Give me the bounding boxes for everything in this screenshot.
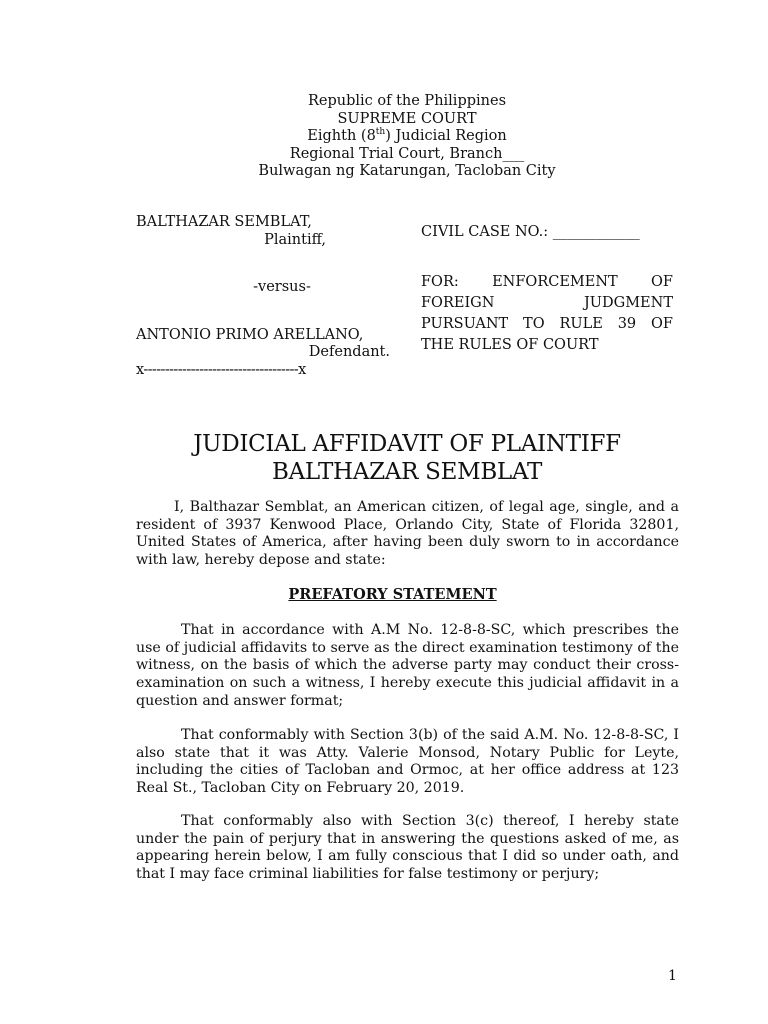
case-nature-word: PURSUANT: [421, 316, 509, 332]
section-heading: PREFATORY STATEMENT: [288, 586, 497, 603]
header-region-pre: Eighth (8: [307, 128, 376, 144]
case-nature-word: ENFORCEMENT: [492, 274, 618, 290]
paragraph-1: That in accordance with A.M No. 12-8-8-SC, which prescribes the use of judicial affidavits to serve as the direct examination testimony of the witness, on the basis of which the adverse party may conduct their cross-examination on such a witness, I hereby execute this judicial affidavit in a question and answer format;: [136, 622, 679, 709]
versus-label: -versus-: [253, 279, 311, 295]
document-title: [0, 430, 768, 486]
civil-case-number: CIVIL CASE NO.: ____________: [421, 224, 640, 240]
plaintiff-name: BALTHAZAR SEMBLAT,: [136, 214, 312, 230]
header-judicial-region: [0, 128, 768, 146]
page-number: 1: [668, 968, 677, 984]
plaintiff-role: Plaintiff,: [264, 231, 326, 248]
header-region-sup: th: [375, 127, 386, 138]
caption-divider: x------------------------------------x: [136, 361, 306, 378]
case-caption-details: [421, 222, 673, 356]
case-nature-line: [421, 314, 673, 335]
case-nature-word: 39: [617, 316, 637, 332]
case-nature-line: [421, 293, 673, 314]
header-location: Bulwagan ng Katarungan, Tacloban City: [258, 163, 556, 179]
paragraph-3: That conformably also with Section 3(c) thereof, I hereby state under the pain of perjury that in answering the questions asked of me, as appearing herein below, I am fully conscious that I did so under oath, and that I may face criminal liabilities for false testimony or perjury;: [136, 813, 679, 883]
case-nature-line: [421, 335, 673, 356]
case-nature-word: OF: [651, 316, 673, 332]
case-nature-word: JUDGMENT: [583, 295, 673, 311]
case-nature: [421, 272, 673, 356]
title-line-2: BALTHAZAR SEMBLAT: [271, 459, 542, 485]
case-nature-word: RULE: [559, 316, 603, 332]
header-supreme-court: SUPREME COURT: [337, 110, 477, 127]
defendant-name: ANTONIO PRIMO ARELLANO,: [136, 326, 364, 343]
title-line-1: JUDICIAL AFFIDAVIT OF PLAINTIFF: [193, 431, 621, 457]
case-nature-word: TO: [523, 316, 545, 332]
header-trial-court: Regional Trial Court, Branch___: [289, 145, 525, 162]
case-nature-word: FOR:: [421, 274, 459, 290]
case-nature-word: THE RULES OF COURT: [421, 337, 599, 353]
case-nature-word: FOREIGN: [421, 295, 495, 311]
case-caption-parties: [136, 214, 398, 379]
case-nature-line: [421, 272, 673, 293]
defendant-role: Defendant.: [308, 344, 390, 360]
paragraph-2: That conformably with Section 3(b) of the said A.M. No. 12-8-8-SC, I also state that it was Atty. Valerie Monsod, Notary Public for Leyte, including the cities of Tacloban and Ormoc, at her office address at 123 Real St., Tacloban City on February 20, 2019.: [136, 727, 679, 797]
court-header: [0, 93, 768, 181]
intro-paragraph: I, Balthazar Semblat, an American citizen, of legal age, single, and a resident of 3937 Kenwood Place, Orlando City, State of Florida 32801, United States of America, after having been duly sworn to in accordance with law, hereby depose and state:: [136, 499, 679, 569]
header-republic: Republic of the Philippines: [307, 93, 507, 109]
header-region-post: ) Judicial Region: [385, 128, 507, 144]
case-nature-word: OF: [651, 274, 673, 290]
